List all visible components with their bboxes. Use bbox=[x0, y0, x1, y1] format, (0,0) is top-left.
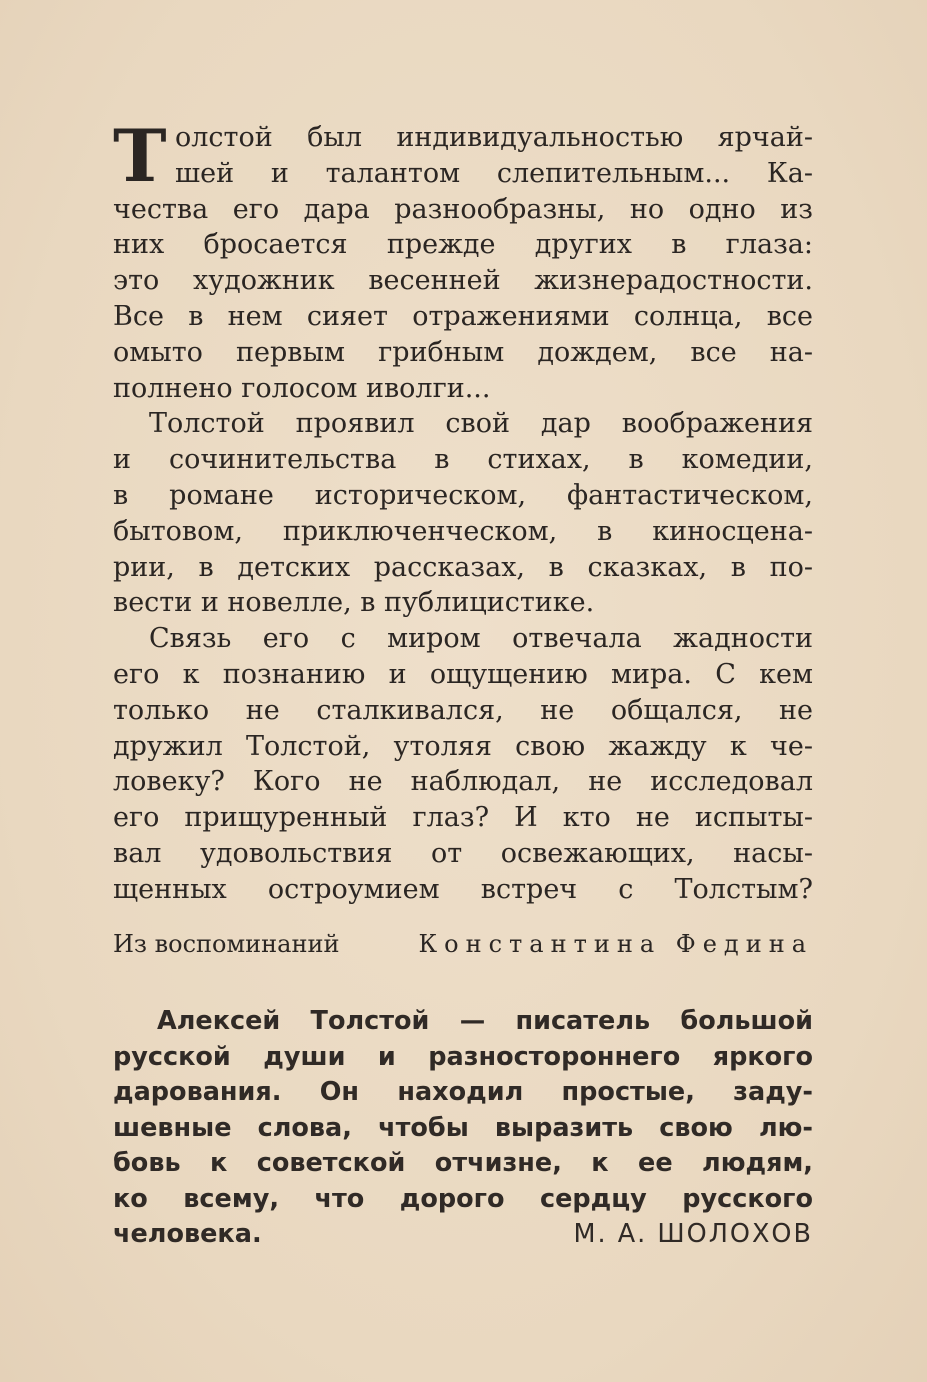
fedin-attribution bbox=[113, 928, 813, 960]
text-line: щенных остроумием встреч с Толстым? bbox=[113, 873, 813, 905]
text-line: в романе историческом, фантастическом, bbox=[113, 479, 813, 511]
text-line: Связь его с миром отвечала жадности bbox=[149, 623, 813, 655]
text-line: шей и талантом слепительным... Ка- bbox=[175, 157, 813, 189]
text-line: полнено голосом иволги... bbox=[113, 372, 491, 404]
text-line: ко всему, что дорого сердцу русского bbox=[113, 1183, 813, 1214]
text-line: человека. bbox=[113, 1219, 262, 1249]
text-line: его прищуренный глаз? И кто не испыты- bbox=[113, 802, 813, 834]
text-line: дарования. Он находил простые, заду- bbox=[113, 1077, 813, 1107]
attribution-author: Константина Федина bbox=[418, 930, 813, 958]
drop-cap: Т bbox=[113, 113, 167, 198]
text-line: шевные слова, чтобы выразить свою лю- bbox=[113, 1112, 813, 1143]
text-line: русской души и разностороннего яркого bbox=[113, 1041, 813, 1072]
text-line: них бросается прежде других в глаза: bbox=[113, 229, 813, 261]
signature-line bbox=[113, 1217, 813, 1253]
text-line: Все в нем сияет отражениями солнца, все bbox=[113, 300, 813, 332]
text-line: вал удовольствия от освежающих, насы- bbox=[113, 837, 813, 869]
text-line: чества его дара разнообразны, но одно из bbox=[113, 193, 813, 225]
text-line: и сочинительства в стихах, в комедии, bbox=[113, 444, 813, 476]
text-line: дружил Толстой, утоляя свою жажду к че- bbox=[113, 730, 813, 762]
text-line: это художник весенней жизнерадостности. bbox=[113, 265, 813, 297]
text-line: бытовом, приключенческом, в киносцена- bbox=[113, 515, 813, 547]
text-line: вести и новелле, в публицистике. bbox=[113, 587, 595, 619]
text-line: его к познанию и ощущению мира. С кем bbox=[113, 658, 813, 690]
fedin-quote bbox=[113, 113, 813, 908]
text-line: бовь к советской отчизне, к ее людям, bbox=[113, 1148, 813, 1178]
text-line: олстой был индивидуальностью ярчай- bbox=[175, 122, 813, 153]
attribution-prefix: Из воспоминаний bbox=[113, 930, 340, 958]
sholokhov-quote bbox=[113, 1004, 813, 1253]
text-line: только не сталкивался, не общался, не bbox=[113, 694, 813, 726]
text-line: Алексей Толстой — писатель большой bbox=[157, 1006, 813, 1036]
text-line: Толстой проявил свой дар воображения bbox=[149, 408, 813, 440]
text-line: омыто первым грибным дождем, все на- bbox=[113, 336, 813, 368]
text-line: рии, в детских рассказах, в сказках, в по- bbox=[113, 551, 813, 583]
signature: М. А. ШОЛОХОВ bbox=[573, 1219, 813, 1249]
text-line: ловеку? Кого не наблюдал, не исследовал bbox=[113, 766, 813, 798]
